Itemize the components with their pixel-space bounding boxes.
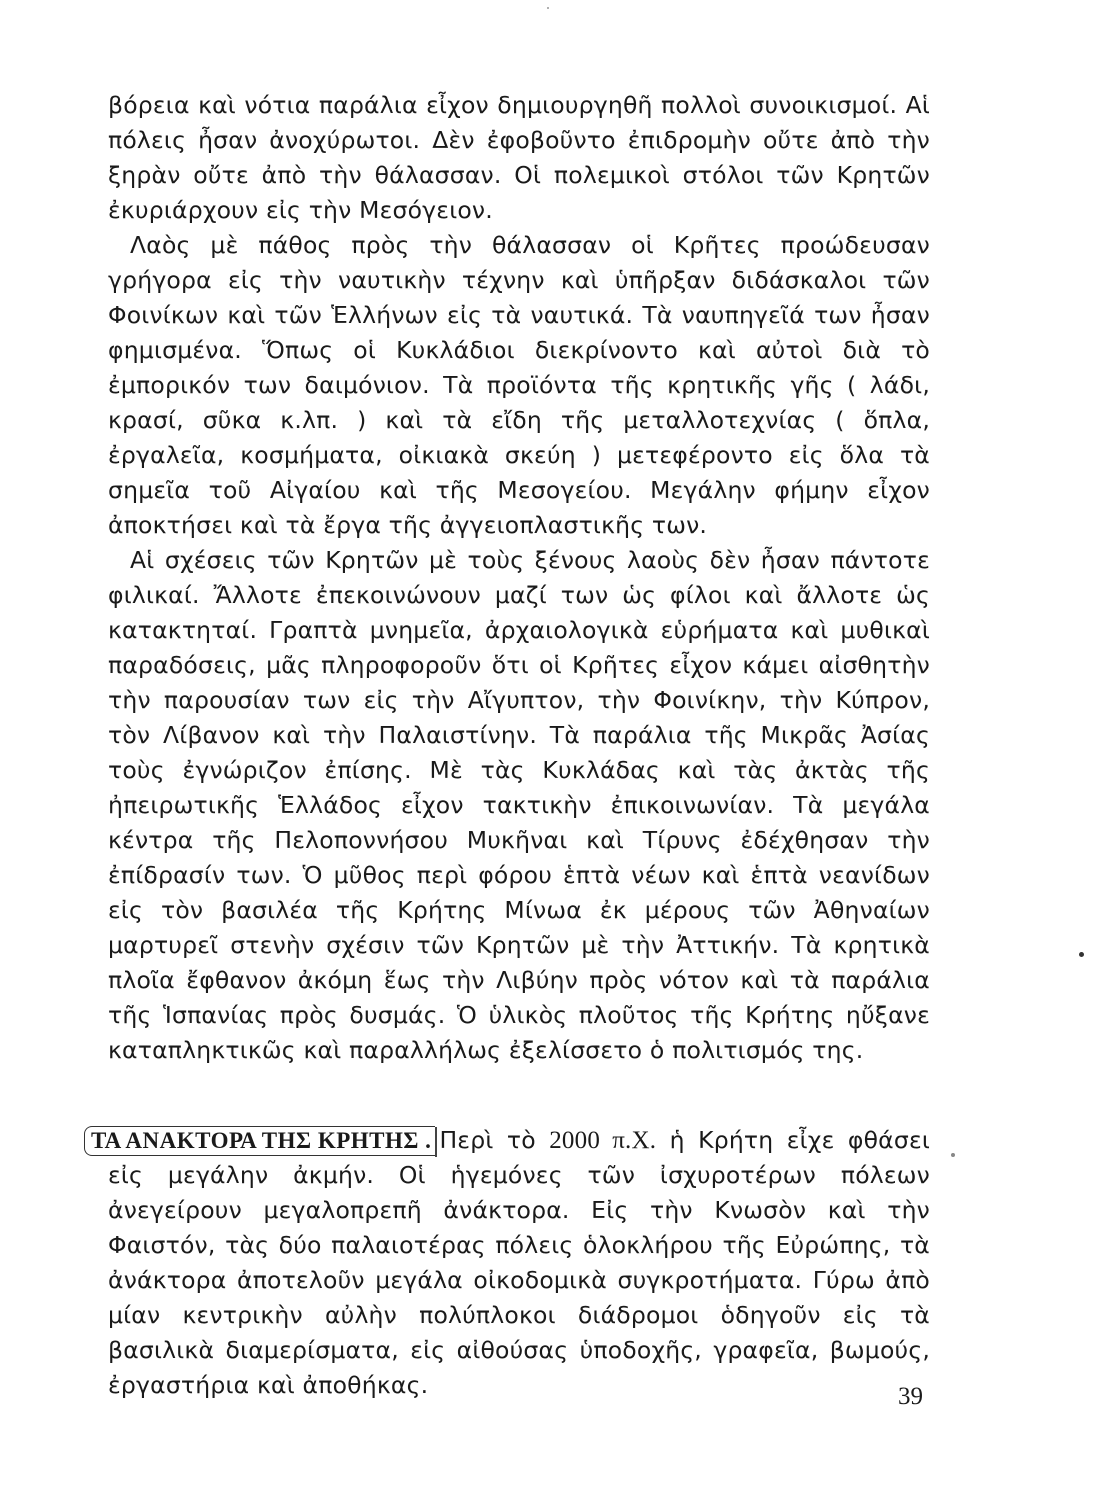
heading-bracket-mark	[435, 1127, 437, 1157]
scan-speck	[1079, 952, 1084, 957]
main-text-block	[108, 88, 930, 1068]
palaces-text: ἡ Κρήτη εἶχε φθάσει εἰς μεγάλην ἀκμήν. Οἱ ἡγεμόνες τῶν ἰσχυροτέρων πόλεων ἀνεγείρουν μεγαλοπρεπῆ ἀνάκτορα. Εἰς τὴν Κνωσὸν καὶ τὴν Φαιστόν, τὰς δύο παλαιοτέρας πόλεις ὁλοκλήρου τῆς Εὐρώπης, τὰ ἀνάκτορα ἀποτελοῦν μεγάλα οἰκοδομικὰ συγκροτήματα. Γύρω ἀπὸ μίαν κεντρικὴν αὐλὴν πολύπλοκοι διάδρομοι ὁδηγοῦν εἰς τὰ βασιλικὰ διαμερίσματα, εἰς αἰθούσας ὑποδοχῆς, γραφεῖα, βωμούς, ἐργαστήρια καὶ ἀποθήκας.	[108, 1126, 931, 1399]
paragraph-seafaring: Λαὸς μὲ πάθος πρὸς τὴν θάλασσαν οἱ Κρῆτες προώδευσαν γρήγορα εἰς τὴν ναυτικὴν τέχνην καὶ ὑπῆρξαν διδάσκαλοι τῶν Φοινίκων καὶ τῶν Ἑλλήνων εἰς τὰ ναυτικά. Τὰ ναυπηγεῖά των ἦσαν φημισμένα. Ὅπως οἱ Κυκλάδιοι διεκρίνοντο καὶ αὐτοὶ διὰ τὸ ἐμπορικόν των δαιμόνιον. Τὰ προϊόντα τῆς κρητικῆς γῆς ( λάδι, κρασί, σῦκα κ.λπ. ) καὶ τὰ εἴδη τῆς μεταλλοτεχνίας ( ὅπλα, ἐργαλεῖα, κοσμήματα, οἰκιακὰ σκεύη ) μετεφέροντο εἰς ὅλα τὰ σημεῖα τοῦ Αἰγαίου καὶ τῆς Μεσογείου. Μεγάλην φήμην εἶχον ἀποκτήσει καὶ τὰ ἔργα τῆς ἀγγειοπλαστικῆς των.	[108, 231, 930, 539]
page-number: 39	[898, 1383, 923, 1410]
palaces-year: 2000 π.Χ.	[549, 1127, 657, 1154]
section-heading-palaces: ΤΑ ΑΝΑΚΤΟΡΑ ΤΗΣ ΚΡΗΤΗΣ .	[84, 1126, 435, 1156]
paragraph-foreign-relations: Αἱ σχέσεις τῶν Κρητῶν μὲ τοὺς ξένους λαοὺς δὲν ἦσαν πάντοτε φιλικαί. Ἄλλοτε ἐπεκοινώνουν μαζί των ὡς φίλοι καὶ ἄλλοτε ὡς κατακτηταί. Γραπτὰ μνημεῖα, ἀρχαιολογικὰ εὑρήματα καὶ μυθικαὶ παραδόσεις, μᾶς πληροφοροῦν ὅτι οἱ Κρῆτες εἶχον κάμει αἰσθητὴν τὴν παρουσίαν των εἰς τὴν Αἴγυπτον, τὴν Φοινίκην, τὴν Κύπρον, τὸν Λίβανον καὶ τὴν Παλαιστίνην. Τὰ παράλια τῆς Μικρᾶς Ἀσίας τοὺς ἐγνώριζον ἐπίσης. Μὲ τὰς Κυκλάδας καὶ τὰς ἀκτὰς τῆς ἠπειρωτικῆς Ἑλλάδος εἶχον τακτικὴν ἐπικοινωνίαν. Τὰ μεγάλα κέντρα τῆς Πελοποννήσου Μυκῆναι καὶ Τίρυνς ἐδέχθησαν τὴν ἐπίδρασίν των. Ὁ μῦθος περὶ φόρου ἑπτὰ νέων καὶ ἑπτὰ νεανίδων εἰς τὸν βασιλέα τῆς Κρήτης Μίνωα ἐκ μέρους τῶν Ἀθηναίων μαρτυρεῖ στενὴν σχέσιν τῶν Κρητῶν μὲ τὴν Ἀττικήν. Τὰ κρητικὰ πλοῖα ἔφθανον ἀκόμη ἕως τὴν Λιβύην πρὸς νότον καὶ τὰ παράλια τῆς Ἱσπανίας πρὸς δυσμάς. Ὁ ὑλικὸς πλοῦτος τῆς Κρήτης ηὔξανε καταπληκτικῶς καὶ παραλλήλως ἐξελίσσετο ὁ πολιτισμός της.	[108, 546, 930, 1064]
palaces-section	[91, 1123, 931, 1403]
scan-speck	[951, 1153, 955, 1157]
paragraph-settlements: βόρεια καὶ νότια παράλια εἶχον δημιουργηθῆ πολλοὶ συνοικισμοί. Αἱ πόλεις ἦσαν ἀνοχύρωτοι. Δὲν ἐφοβοῦντο ἐπιδρομὴν οὔτε ἀπὸ τὴν ξηρὰν οὔτε ἀπὸ τὴν θάλασσαν. Οἱ πολεμικοὶ στόλοι τῶν Κρητῶν ἐκυριάρχουν εἰς τὴν Μεσόγειον.	[108, 91, 930, 224]
paragraph-palaces	[91, 1123, 931, 1403]
scan-speck	[547, 7, 549, 9]
palaces-intro: Περὶ τὸ	[439, 1126, 550, 1154]
